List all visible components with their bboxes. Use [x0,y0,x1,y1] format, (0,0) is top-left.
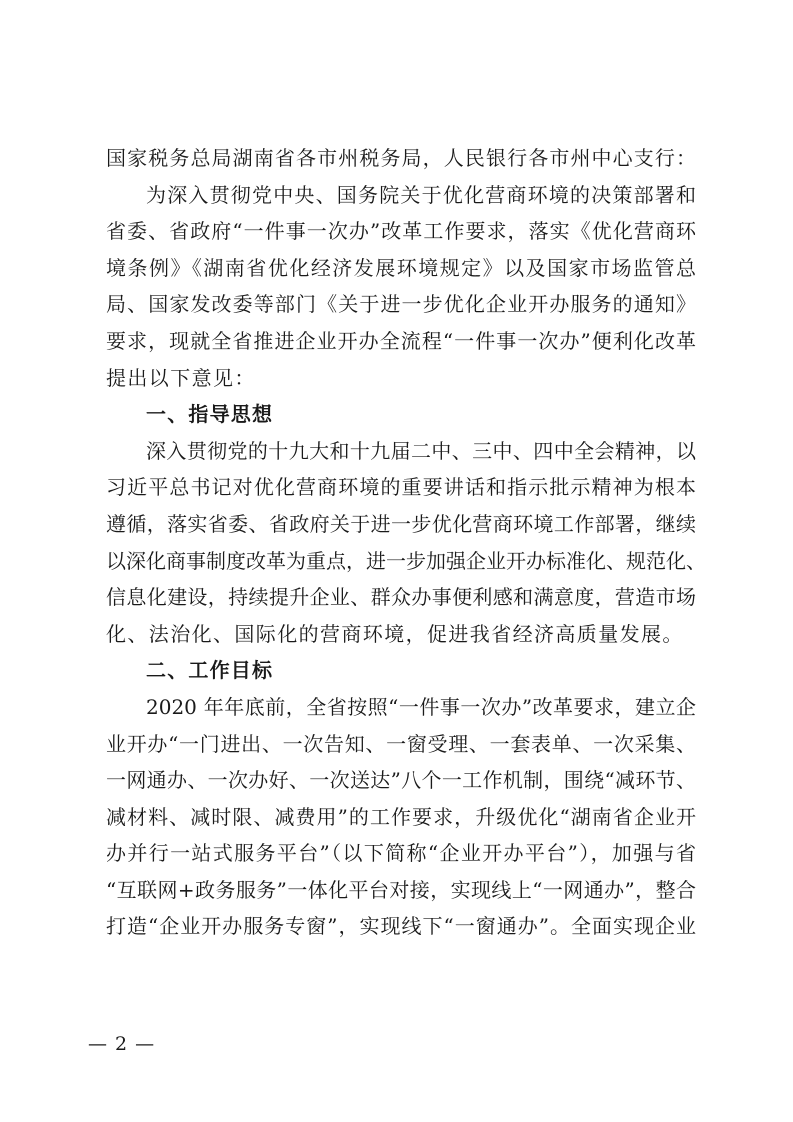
intro-paragraph-line: 要求，现就全省推进企业开办全流程“一件事一次办”便利化改革 [106,328,696,353]
guiding-paragraph-line: 化、法治化、国际化的营商环境，促进我省经济高质量发展。 [106,621,684,646]
guiding-paragraph-line: 遵循，落实省委、省政府关于进一步优化营商环境工作部署，继续 [106,511,696,536]
goals-paragraph-line: 2020 年年底前，全省按照“一件事一次办”改革要求，建立企 [146,694,696,719]
intro-paragraph-line: 境条例》《湖南省优化经济发展环境规定》以及国家市场监管总 [106,255,696,280]
goals-paragraph-line: 一网通办、一次办好、一次送达”八个一工作机制，围绕“减环节、 [106,768,696,793]
section-heading-guiding-ideology: 一、指导思想 [146,402,274,427]
section-heading-work-goals: 二、工作目标 [146,658,274,683]
goals-paragraph-line: 业开办“一门进出、一次告知、一窗受理、一套表单、一次采集、 [106,731,696,756]
guiding-paragraph-line: 以深化商事制度改革为重点，进一步加强企业开办标准化、规范化、 [106,548,706,573]
goals-paragraph-line: 打造“企业开办服务专窗”，实现线下“一窗通办”。全面实现企业 [106,914,696,939]
goals-paragraph-line: “互联网+政务服务”一体化平台对接，实现线上“一网通办”，整合 [106,877,696,902]
document-body [106,140,706,945]
page-number: — 2 — [88,1033,156,1055]
guiding-paragraph-line: 习近平总书记对优化营商环境的重要讲话和指示批示精神为根本 [106,475,696,500]
intro-paragraph-line: 省委、省政府“一件事一次办”改革工作要求，落实《优化营商环 [106,219,696,244]
intro-paragraph-line: 局、国家发改委等部门《关于进一步优化企业开办服务的通知》 [106,292,696,317]
intro-paragraph-line: 提出以下意见： [106,365,256,390]
guiding-paragraph-line: 信息化建设，持续提升企业、群众办事便利感和满意度，营造市场 [106,585,696,610]
intro-paragraph-line: 为深入贯彻党中央、国务院关于优化营商环境的决策部署和 [146,182,696,207]
guiding-paragraph-line: 深入贯彻党的十九大和十九届二中、三中、四中全会精神，以 [146,438,696,463]
addressee-line: 国家税务总局湖南省各市州税务局，人民银行各市州中心支行： [106,146,696,170]
goals-paragraph-line: 减材料、减时限、减费用”的工作要求，升级优化“湖南省企业开 [106,804,696,829]
goals-paragraph-line: 办并行一站式服务平台”（以下简称“企业开办平台”），加强与省 [106,841,696,866]
